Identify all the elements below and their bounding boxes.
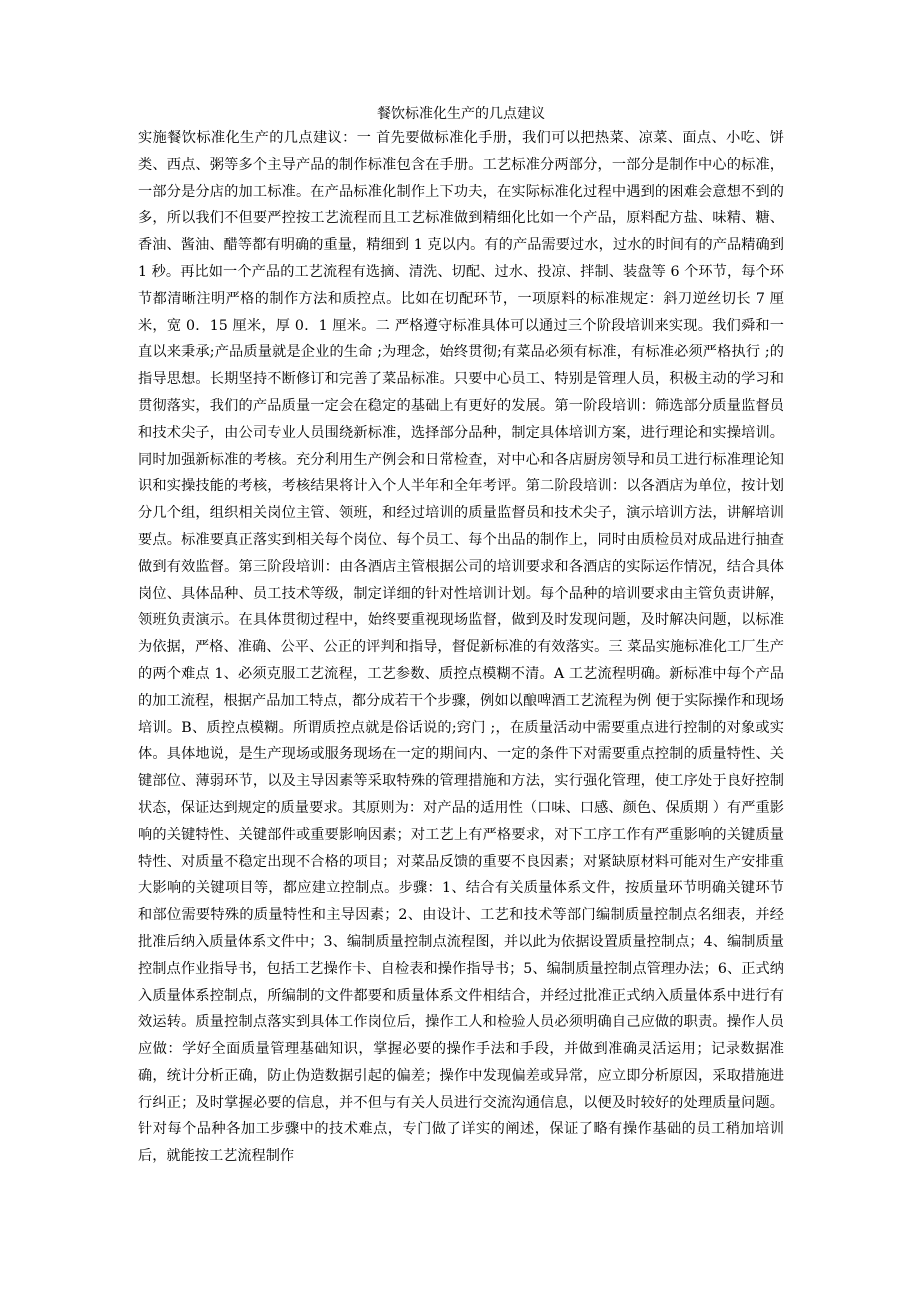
document-title: 餐饮标准化生产的几点建议	[377, 106, 545, 122]
document-body: 实施餐饮标准化生产的几点建议：一 首先要做标准化手册，我们可以把热菜、凉菜、面点、小吃、饼类、西点、粥等多个主导产品的制作标准包含在手册。工艺标准分两部分，一部分是制作中心的标准，一部分是分店的加工标准。在产品标准化制作上下功夫，在实际标准化过程中遇到的困难会意想不到的多，所以我们不但要严控按工艺流程而且工艺标准做到精细化比如一个产品，原料配方盐、味精、糖、香油、酱油、醋等都有明确的重量，精细到 1 克以内。有的产品需要过水，过水的时间有的产品精确到 1 秒。再比如一个产品的工艺流程有选摘、清洗、切配、过水、投凉、拌制、装盘等 6 个环节，每个环节都清晰注明严格的制作方法和质控点。比如在切配环节，一项原料的标准规定：斜刀逆丝切长 7 厘米，宽 0．15 厘米，厚 0．1 厘米。二 严格遵守标准具体可以通过三个阶段培训来实现。我们舜和一直以来秉承;产品质量就是企业的生命 ;为理念，始终贯彻;有菜品必须有标准，有标准必须严格执行 ;的指导思想。长期坚持不断修订和完善了菜品标准。只要中心员工、特别是管理人员，积极主动的学习和贯彻落实，我们的产品质量一定会在稳定的基础上有更好的发展。第一阶段培训：筛选部分质量监督员和技术尖子，由公司专业人员围绕新标准，选择部分品种，制定具体培训方案，进行理论和实操培训。同时加强新标准的考核。充分利用生产例会和日常检查，对中心和各店厨房领导和员工进行标准理论知识和实操技能的考核，考核结果将计入个人半年和全年考评。第二阶段培训：以各酒店为单位，按计划分几个组，组织相关岗位主管、领班，和经过培训的质量监督员和技术尖子，演示培训方法，讲解培训要点。标准要真正落实到相关每个岗位、每个员工、每个出品的制作上，同时由质检员对成品进行抽查做到有效监督。第三阶段培训：由各酒店主管根据公司的培训要求和各酒店的实际运作情况，结合具体岗位、具体品种、员工技术等级，制定详细的针对性培训计划。每个品种的培训要求由主管负责讲解，领班负责演示。在具体贯彻过程中，始终要重视现场监督，做到及时发现问题，及时解决问题，以标准为依据，严格、准确、公平、公正的评判和指导，督促新标准的有效落实。三 菜品实施标准化工厂生产的两个难点 1、必须克服工艺流程，工艺参数、质控点模糊不清。A 工艺流程明确。新标准中每个产品的加工流程，根据产品加工特点，都分成若干个步骤，例如以酿啤酒工艺流程为例 便于实际操作和现场培训。B、质控点模糊。所谓质控点就是俗话说的;窍门 ;，在质量活动中需要重点进行控制的对象或实体。具体地说，是生产现场或服务现场在一定的期间内、一定的条件下对需要重点控制的质量特性、关键部位、薄弱环节，以及主导因素等采取特殊的管理措施和方法，实行强化管理，使工序处于良好控制状态，保证达到规定的质量要求。其原则为：对产品的适用性（口味、口感、颜色、保质期 ）有严重影响的关键特性、关键部件或重要影响因素；对工艺上有严格要求，对下工序工作有严重影响的关键质量特性、对质量不稳定出现不合格的项目；对菜品反馈的重要不良因素；对紧缺原材料可能对生产安排重大影响的关键项目等，都应建立控制点。步骤：1、结合有关质量体系文件，按质量环节明确关键环节和部位需要特殊的质量特性和主导因素；2、由设计、工艺和技术等部门编制质量控制点名细表，并经批准后纳入质量体系文件中；3、编制质量控制点流程图，并以此为依据设置质量控制点；4、编制质量控制点作业指导书，包括工艺操作卡、自检表和操作指导书；5、编制质量控制点管理办法；6、正式纳入质量体系控制点，所编制的文件都要和质量体系文件相结合，并经过批准正式纳入质量体系中进行有效运转。质量控制点落实到具体工作岗位后，操作工人和检验人员必须明确自己应做的职责。操作人员应做：学好全面质量管理基础知识，掌握必要的操作手法和手段，并做到准确灵活运用；记录数据准确，统计分析正确，防止伪造数据引起的偏差；操作中发现偏差或异常，应立即分析原因，采取措施进行纠正；及时掌握必要的信息，并不但与有关人员进行交流沟通信息，以便及时较好的处理质量问题。针对每个品种各加工步骤中的技术难点，专门做了详实的阐述，保证了略有操作基础的员工稍加培训后，就能按工艺流程制作	[138, 130, 784, 1165]
document-page	[138, 104, 784, 1170]
